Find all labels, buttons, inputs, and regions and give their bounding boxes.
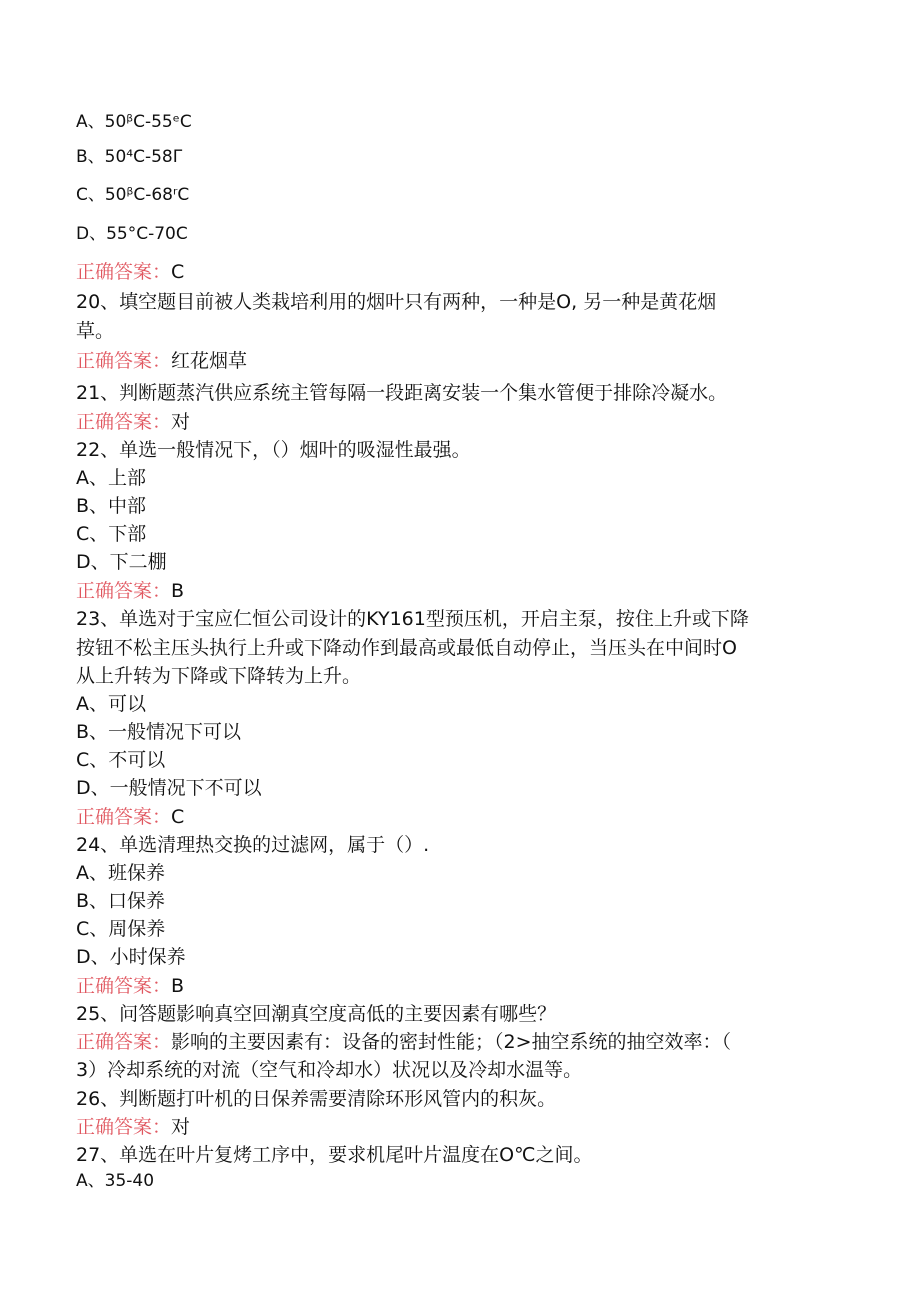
option-c: C、周保养 [76, 918, 166, 940]
answer-line [76, 805, 184, 829]
option-a: A、上部 [76, 467, 146, 489]
option-b: B、口保养 [76, 890, 166, 912]
option-c: C、不可以 [76, 749, 166, 771]
question-text-cont: 从上升转为下降或下降转为上升。 [76, 665, 362, 687]
question-text-cont: 按钮不松主压头执行上升或下降动作到最高或最低自动停止，当压头在中间时O [76, 637, 737, 659]
question-text: 22、单选一般情况下，（）烟叶的吸湿性最强。 [76, 439, 471, 461]
question-text: 25、问答题影响真空回潮真空度高低的主要因素有哪些？ [76, 1003, 557, 1025]
answer-label: 正确答案： [76, 411, 172, 433]
answer-line [76, 1115, 190, 1139]
answer-value: 影响的主要因素有：设备的密封性能；（2>抽空系统的抽空效率：（ [171, 1031, 732, 1053]
answer-value-cont: 3）冷却系统的对流（空气和冷却水）状况以及冷却水温等。 [76, 1059, 583, 1081]
answer-line [76, 260, 184, 284]
answer-label: 正确答案： [76, 261, 172, 283]
answer-line [76, 349, 247, 373]
answer-label: 正确答案： [76, 806, 172, 828]
answer-value: 对 [171, 411, 191, 433]
answer-label: 正确答案： [76, 350, 172, 372]
question-text: 20、填空题目前被人类栽培利用的烟叶只有两种，一种是O, 另一种是黄花烟 [76, 291, 717, 313]
option-a: A、35-40 [76, 1171, 155, 1191]
question-text: 23、单选对于宝应仁恒公司设计的KY161型预压机，开启主泵，按住上升或下降 [76, 608, 749, 630]
answer-value: C [171, 806, 185, 828]
answer-value: 红花烟草 [171, 350, 248, 372]
answer-label: 正确答案： [76, 580, 172, 602]
option-d: D、下二棚 [76, 551, 167, 573]
option-a: A、50ᵝC-55ᵉC [76, 112, 192, 132]
answer-value: 对 [171, 1116, 191, 1138]
question-text: 27、单选在叶片复烤工序中，要求机尾叶片温度在O℃之间。 [76, 1144, 593, 1166]
answer-label: 正确答案： [76, 975, 172, 997]
option-d: D、55°C-70C [76, 224, 188, 244]
answer-value: C [171, 261, 185, 283]
option-b: B、中部 [76, 495, 147, 517]
answer-line [76, 1030, 731, 1054]
option-c: C、50ᵝC-68ʳC [76, 185, 190, 205]
question-text-cont: 草。 [76, 320, 115, 342]
option-c: C、下部 [76, 523, 147, 545]
option-d: D、小时保养 [76, 946, 186, 968]
answer-line [76, 579, 184, 603]
answer-label: 正确答案： [76, 1031, 172, 1053]
option-b: B、一般情况下可以 [76, 721, 242, 743]
option-a: A、可以 [76, 693, 146, 715]
answer-label: 正确答案： [76, 1116, 172, 1138]
answer-value: B [171, 580, 185, 602]
option-b: B、50⁴C-58Γ [76, 147, 183, 167]
answer-value: B [171, 975, 185, 997]
option-a: A、班保养 [76, 862, 165, 884]
answer-line [76, 410, 190, 434]
question-text: 26、判断题打叶机的日保养需要清除环形风管内的积灰。 [76, 1088, 557, 1110]
answer-line [76, 974, 184, 998]
question-text: 24、单选清理热交换的过滤网，属于（）. [76, 834, 430, 856]
question-text: 21、判断题蒸汽供应系统主管每隔一段距离安装一个集水管便于排除冷凝水。 [76, 382, 728, 404]
option-d: D、一般情况下不可以 [76, 777, 262, 799]
